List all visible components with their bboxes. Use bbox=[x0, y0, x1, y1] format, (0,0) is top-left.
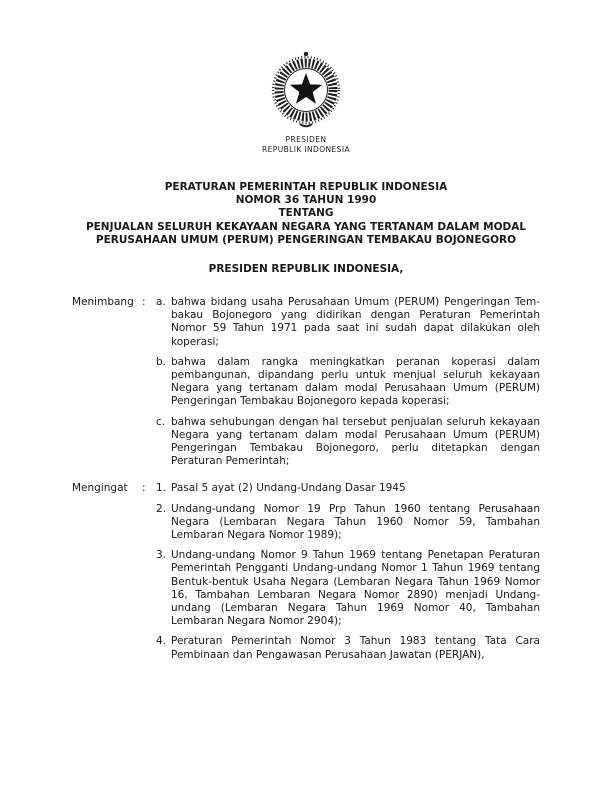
item-marker: 4. bbox=[156, 635, 167, 648]
section-colon: : bbox=[142, 296, 146, 309]
state-emblem-icon bbox=[269, 50, 343, 130]
list-item bbox=[156, 356, 540, 409]
title-line-5: PERUSAHAAN UMUM (PERUM) PENGERINGAN TEMBAKAU BOJONEGORO bbox=[95, 233, 517, 246]
org-line-presiden: PRESIDEN bbox=[285, 135, 327, 144]
item-text: bahwa dalam rangka meningkatkan peranan koperasi dalam pembangunan, dipandang perlu untuk menjual seluruh kekayaan Negara yang tertanam dalam modal Perusahaan Umum (PERUM) Pengeringan Tembakau Bojonegoro kepada koperasi; bbox=[171, 355, 540, 408]
title-line-2: NOMOR 36 TAHUN 1990 bbox=[235, 194, 377, 207]
section-items bbox=[156, 482, 540, 661]
item-marker: 1. bbox=[156, 482, 167, 495]
item-text: Pasal 5 ayat (2) Undang-Undang Dasar 1945 bbox=[171, 482, 406, 495]
list-item bbox=[156, 549, 540, 628]
title-line-4: PENJUALAN SELURUH KEKAYAAN NEGARA YANG TERTANAM DALAM MODAL bbox=[85, 220, 527, 233]
document-header bbox=[0, 0, 612, 154]
item-marker: c. bbox=[156, 415, 166, 428]
item-text: Undang-undang Nomor 19 Prp Tahun 1960 tentang Perusahaan Negara (Lembaran Negara Tahun 1960 Nomor 59, Tambahan Lembaran Negara Nomor 1989); bbox=[171, 502, 540, 542]
org-line-republik: REPUBLIK INDONESIA bbox=[262, 144, 350, 154]
document-body bbox=[0, 296, 612, 662]
section-label: Menimbang bbox=[72, 296, 134, 309]
item-marker: 3. bbox=[156, 549, 167, 562]
section-colon: : bbox=[142, 482, 146, 495]
item-marker: 2. bbox=[156, 502, 167, 515]
title-line-3: TENTANG bbox=[278, 207, 334, 220]
item-text: Peraturan Pemerintah Nomor 3 Tahun 1983 tentang Tata Cara Pembinaan dan Pengawasan Perusahaan Jawatan (PERJAN), bbox=[171, 635, 540, 661]
regulation-title bbox=[0, 181, 612, 247]
list-item bbox=[156, 296, 540, 349]
list-item bbox=[156, 482, 540, 495]
list-item bbox=[156, 416, 540, 469]
preamble-line: PRESIDEN REPUBLIK INDONESIA, bbox=[208, 263, 404, 276]
title-line-1: PERATURAN PEMERINTAH REPUBLIK INDONESIA bbox=[164, 181, 448, 193]
list-item bbox=[156, 503, 540, 543]
item-text: Undang-undang Nomor 9 Tahun 1969 tentang Penetapan Peraturan Pemerintah Pengganti Undang-undang Nomor 1 Tahun 1969 tentang Bentuk-bentuk Usaha Negara (Lembaran Negara Tahun 1969 Nomor 16, Tambahan Lembaran Negara Nomor 2890) menjadi Undang-undang (Lembaran Negara Tahun 1969 Nomor 40, Tambahan Lembaran Negara Nomor 2904); bbox=[171, 549, 540, 628]
org-name bbox=[262, 135, 350, 154]
item-marker: a. bbox=[156, 296, 166, 309]
item-text: bahwa bidang usaha Perusahaan Umum (PERUM) Pengeringan Tem-bakau Bojonegoro yang didirikan dengan Peraturan Pemerintah Nomor 59 Tahun 1971 pada saat ini sudah dapat dilakukan oleh koperasi; bbox=[171, 296, 540, 348]
section-menimbang bbox=[72, 296, 540, 468]
item-marker: b. bbox=[156, 355, 167, 368]
item-text: bahwa sehubungan dengan hal tersebut penjualan seluruh kekayaan Negara yang tertanam dalam modal Perusahaan Umum (PERUM) Pengeringan Tembakau Bojonegoro, perlu ditetapkan dengan Peraturan Pemerintah; bbox=[171, 415, 540, 468]
section-label: Mengingat bbox=[72, 482, 128, 495]
section-items bbox=[156, 296, 540, 468]
list-item bbox=[156, 635, 540, 661]
section-mengingat bbox=[72, 482, 540, 661]
